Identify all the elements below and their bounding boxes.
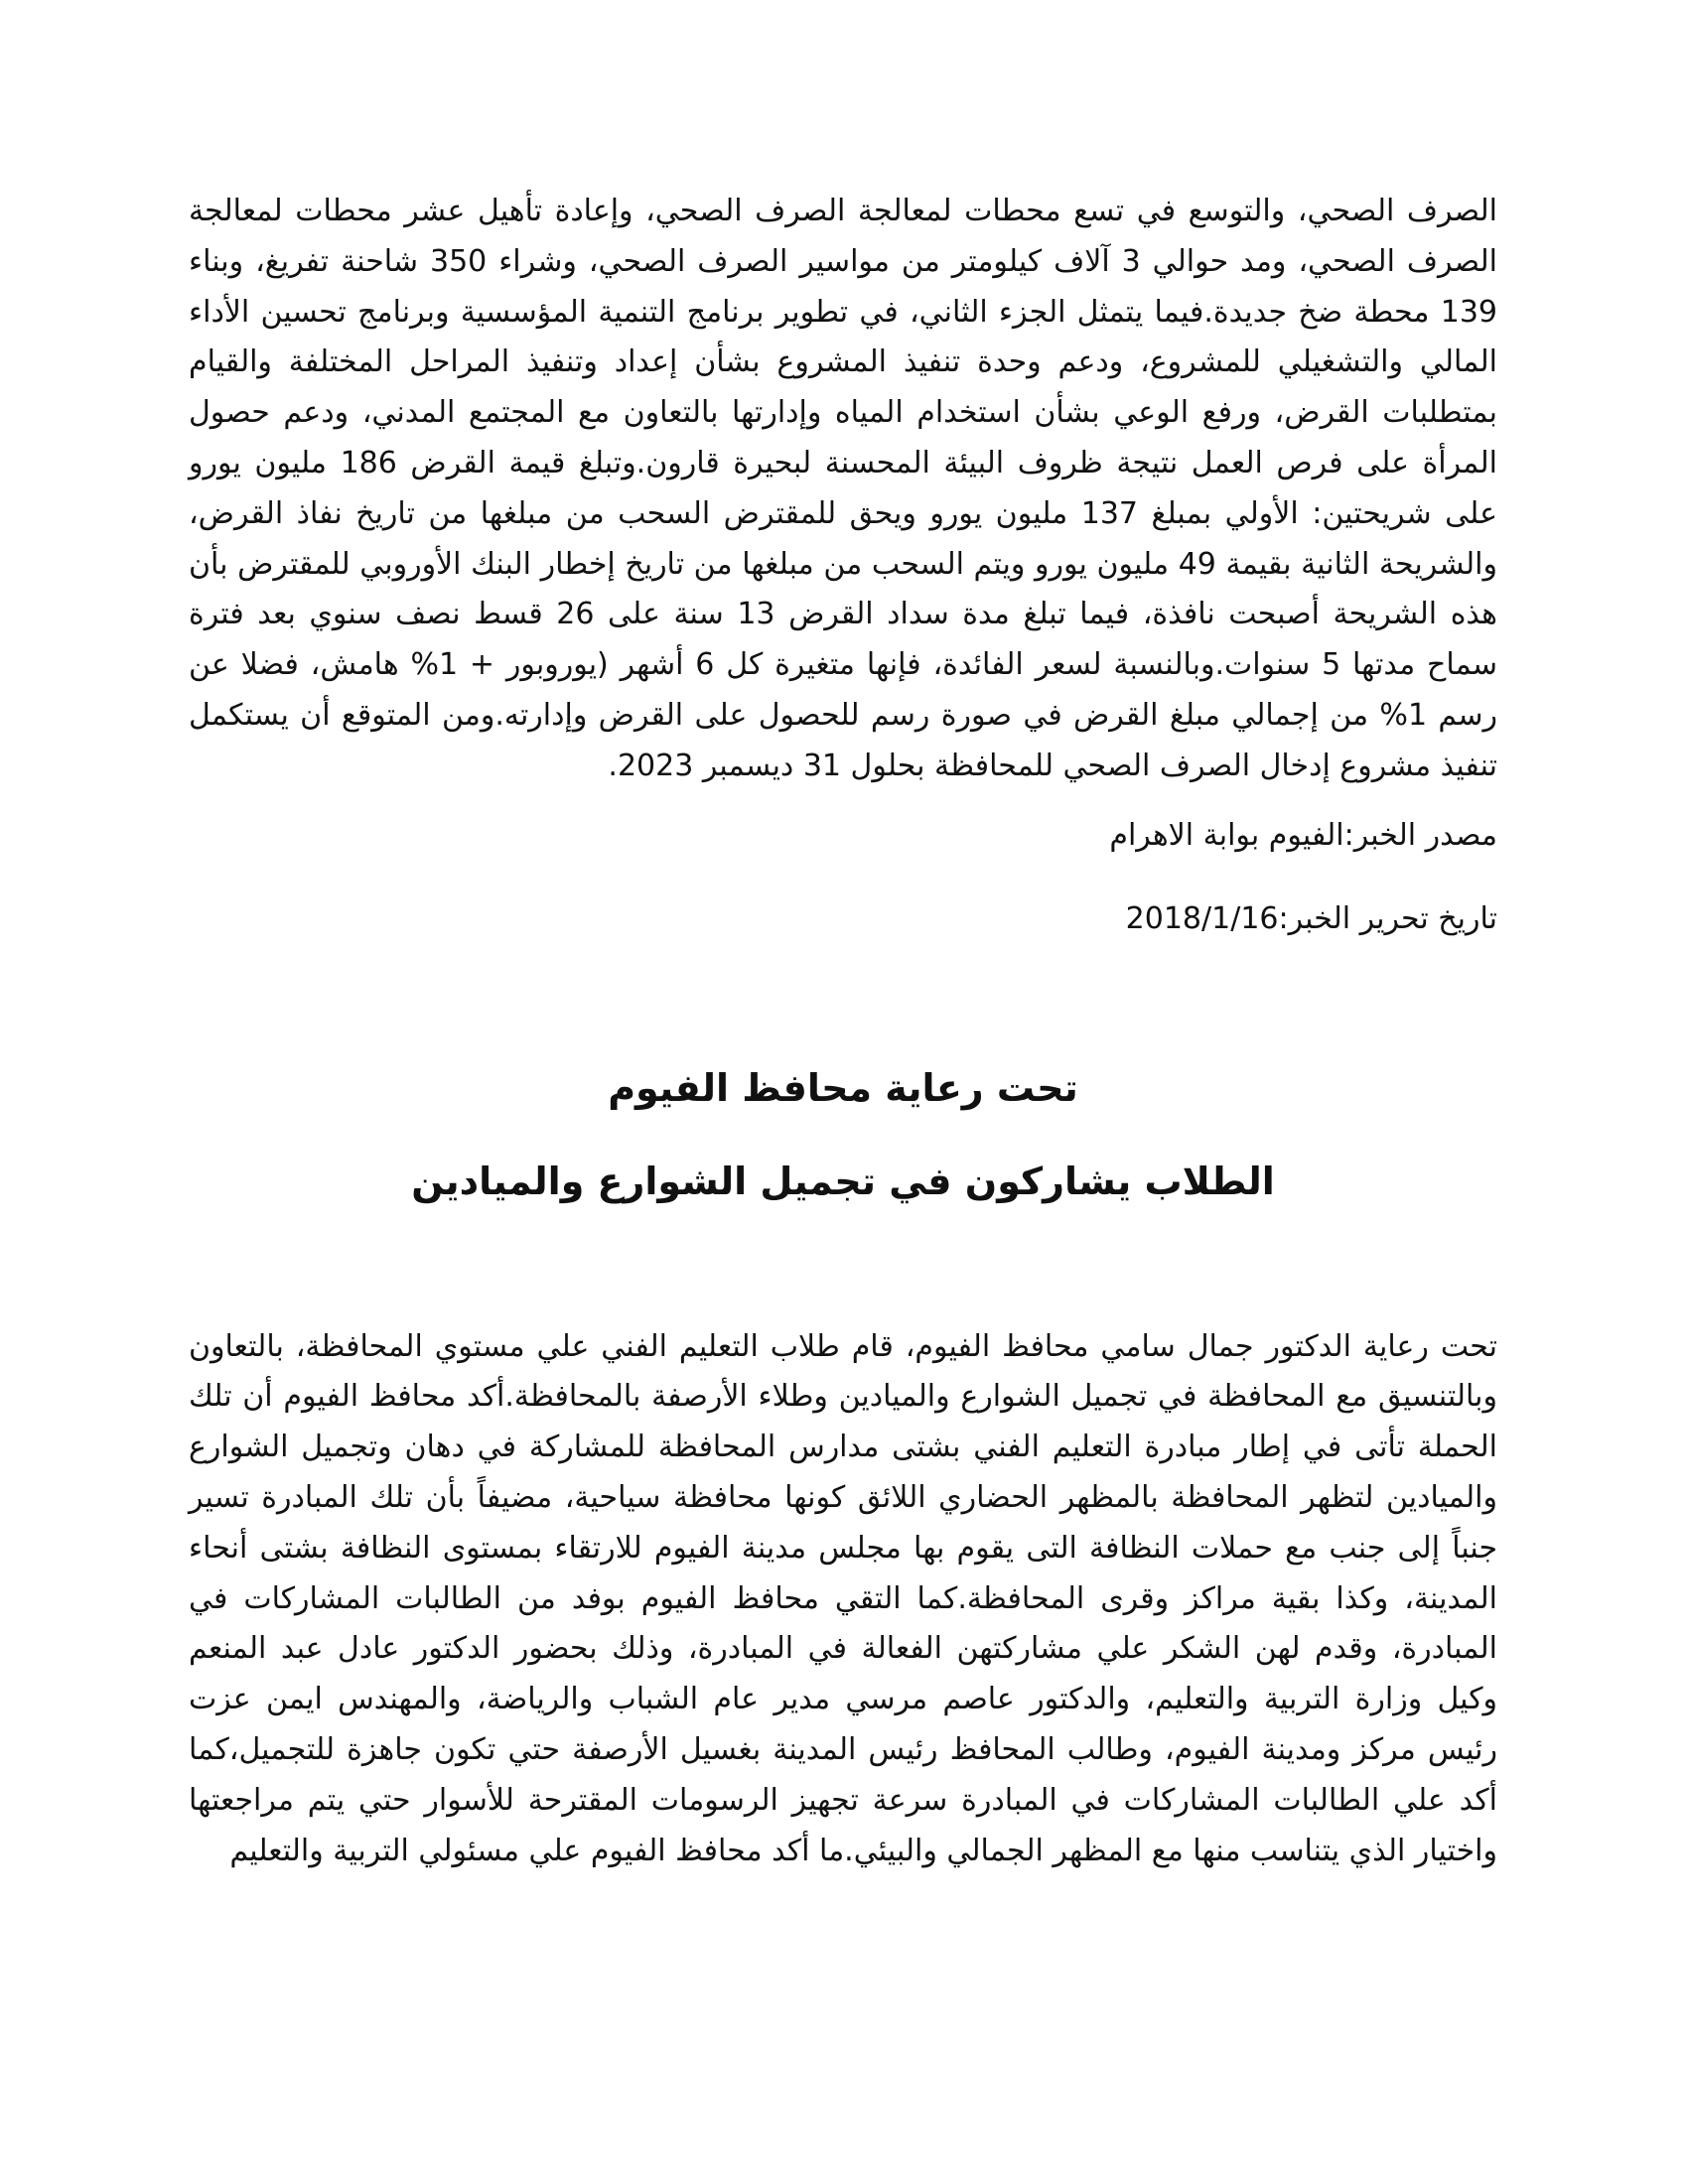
article-body-loan: الصرف الصحي، والتوسع في تسع محطات لمعالجة الصرف الصحي، وإعادة تأهيل عشر محطات لمعالجة الصرف الصحي، ومد حوالي 3 آلاف كيلومتر من مواسير الصرف الصحي، وشراء 350 شاحنة تفريغ، وبناء 139 محطة ضخ جديدة.فيما يتمثل الجزء الثاني، في تطوير برنامج التنمية المؤسسية وبرنامج تحسين الأداء المالي والتشغيلي للمشروع، ودعم وحدة تنفيذ المشروع بشأن إعداد وتنفيذ المراحل المختلفة والقيام بمتطلبات القرض، ورفع الوعي بشأن استخدام المياه وإدارتها بالتعاون مع المجتمع المدني، ودعم حصول المرأة على فرص العمل نتيجة ظروف البيئة المحسنة لبحيرة قارون.وتبلغ قيمة القرض 186 مليون يورو على شريحتين: الأولي بمبلغ 137 مليون يورو ويحق للمقترض السحب من مبلغها من تاريخ نفاذ القرض، والشريحة الثانية بقيمة 49 مليون يورو ويتم السحب من مبلغها من تاريخ إخطار البنك الأوروبي للمقترض بأن هذه الشريحة أصبحت نافذة، فيما تبلغ مدة سداد القرض 13 سنة على 26 قسط نصف سنوي بعد فترة سماح مدتها 5 سنوات.وبالنسبة لسعر الفائدة، فإنها متغيرة كل 6 أشهر (يوروبور + 1% هامش، فضلا عن رسم 1% من إجمالي مبلغ القرض في صورة رسم للحصول على القرض وإدارته.ومن المتوقع أن يستكمل تنفيذ مشروع إدخال الصرف الصحي للمحافظة بحلول 31 ديسمبر 2023. <box>189 194 1497 783</box>
article-headline-students: الطلاب يشاركون في تجميل الشوارع والميادين <box>411 1159 1275 1203</box>
news-date: تاريخ تحرير الخبر:2018/1/16 <box>1125 900 1497 936</box>
document-page <box>189 187 1497 2144</box>
article-headline-patronage: تحت رعاية محافظ الفيوم <box>608 1065 1078 1110</box>
article-body-students: تحت رعاية الدكتور جمال سامي محافظ الفيوم، قام طلاب التعليم الفني علي مستوي المحافظة، بالتعاون وبالتنسيق مع المحافظة في تجميل الشوارع والميادين وطلاء الأرصفة بالمحافظة.أكد محافظ الفيوم أن تلك الحملة تأتى في إطار مبادرة التعليم الفني بشتى مدارس المحافظة للمشاركة في دهان وتجميل الشوارع والميادين لتظهر المحافظة بالمظهر الحضاري اللائق كونها محافظة سياحية، مضيفاً بأن تلك المبادرة تسير جنباً إلى جنب مع حملات النظافة التى يقوم بها مجلس مدينة الفيوم للارتقاء بمستوى النظافة بشتى أنحاء المدينة، وكذا بقية مراكز وقرى المحافظة.كما التقي محافظ الفيوم بوفد من الطالبات المشاركات في المبادرة، وقدم لهن الشكر علي مشاركتهن الفعالة في المبادرة، وذلك بحضور الدكتور عادل عبد المنعم وكيل وزارة التربية والتعليم، والدكتور عاصم مرسي مدير عام الشباب والرياضة، والمهندس ايمن عزت رئيس مركز ومدينة الفيوم، وطالب المحافظ رئيس المدينة بغسيل الأرصفة حتي تكون جاهزة للتجميل،كما أكد علي الطالبات المشاركات في المبادرة سرعة تجهيز الرسومات المقترحة للأسوار حتي يتم مراجعتها واختيار الذي يتناسب منها مع المظهر الجمالي والبيئي.ما أكد محافظ الفيوم علي مسئولي التربية والتعليم <box>189 1328 1497 1868</box>
news-source: مصدر الخبر:الفيوم بوابة الاهرام <box>1109 817 1497 853</box>
